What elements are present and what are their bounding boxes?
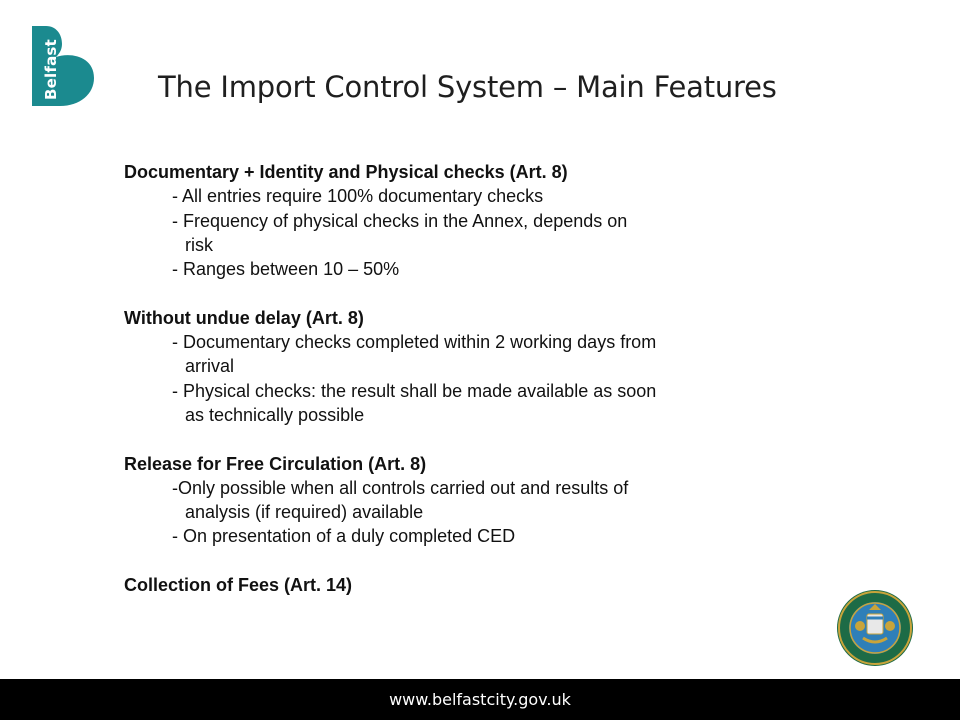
belfast-crest: [835, 588, 915, 668]
section-gap: [124, 549, 844, 573]
logo-text: Belfast: [42, 39, 60, 100]
bullet-continuation: risk: [185, 234, 213, 255]
bullet-continuation: arrival: [185, 356, 235, 377]
bullet-line: -Only possible when all controls carried out and results of: [172, 477, 629, 498]
section-heading: Collection of Fees (Art. 14): [124, 575, 353, 596]
bullet-continuation: as technically possible: [185, 404, 365, 425]
bullet-line: - Physical checks: the result shall be made available as soon: [172, 380, 657, 401]
section-heading: Without undue delay (Art. 8): [124, 307, 364, 328]
page-title: The Import Control System – Main Features: [158, 70, 777, 104]
section-heading: Documentary + Identity and Physical checks (Art. 8): [124, 162, 568, 182]
bullet-line: - Documentary checks completed within 2 working days from: [172, 332, 657, 353]
section-gap: [124, 281, 844, 305]
bullet-line: - Frequency of physical checks in the Annex, depends on: [172, 210, 628, 231]
footer-url[interactable]: www.belfastcity.gov.uk: [389, 690, 571, 709]
footer-bar: [0, 679, 960, 720]
bullet-line: - On presentation of a duly completed CED: [172, 526, 516, 547]
bullet-continuation: analysis (if required) available: [185, 502, 424, 523]
bullet-line: - All entries require 100% documentary checks: [172, 186, 544, 207]
city-council-crest-icon: [835, 588, 915, 668]
bullet-line: - Ranges between 10 – 50%: [172, 259, 400, 280]
section-heading: Release for Free Circulation (Art. 8): [124, 453, 427, 474]
section-gap: [124, 427, 844, 451]
belfast-logo: [24, 26, 96, 106]
belfast-heart-icon: [24, 26, 96, 106]
slide-content: [124, 160, 844, 597]
